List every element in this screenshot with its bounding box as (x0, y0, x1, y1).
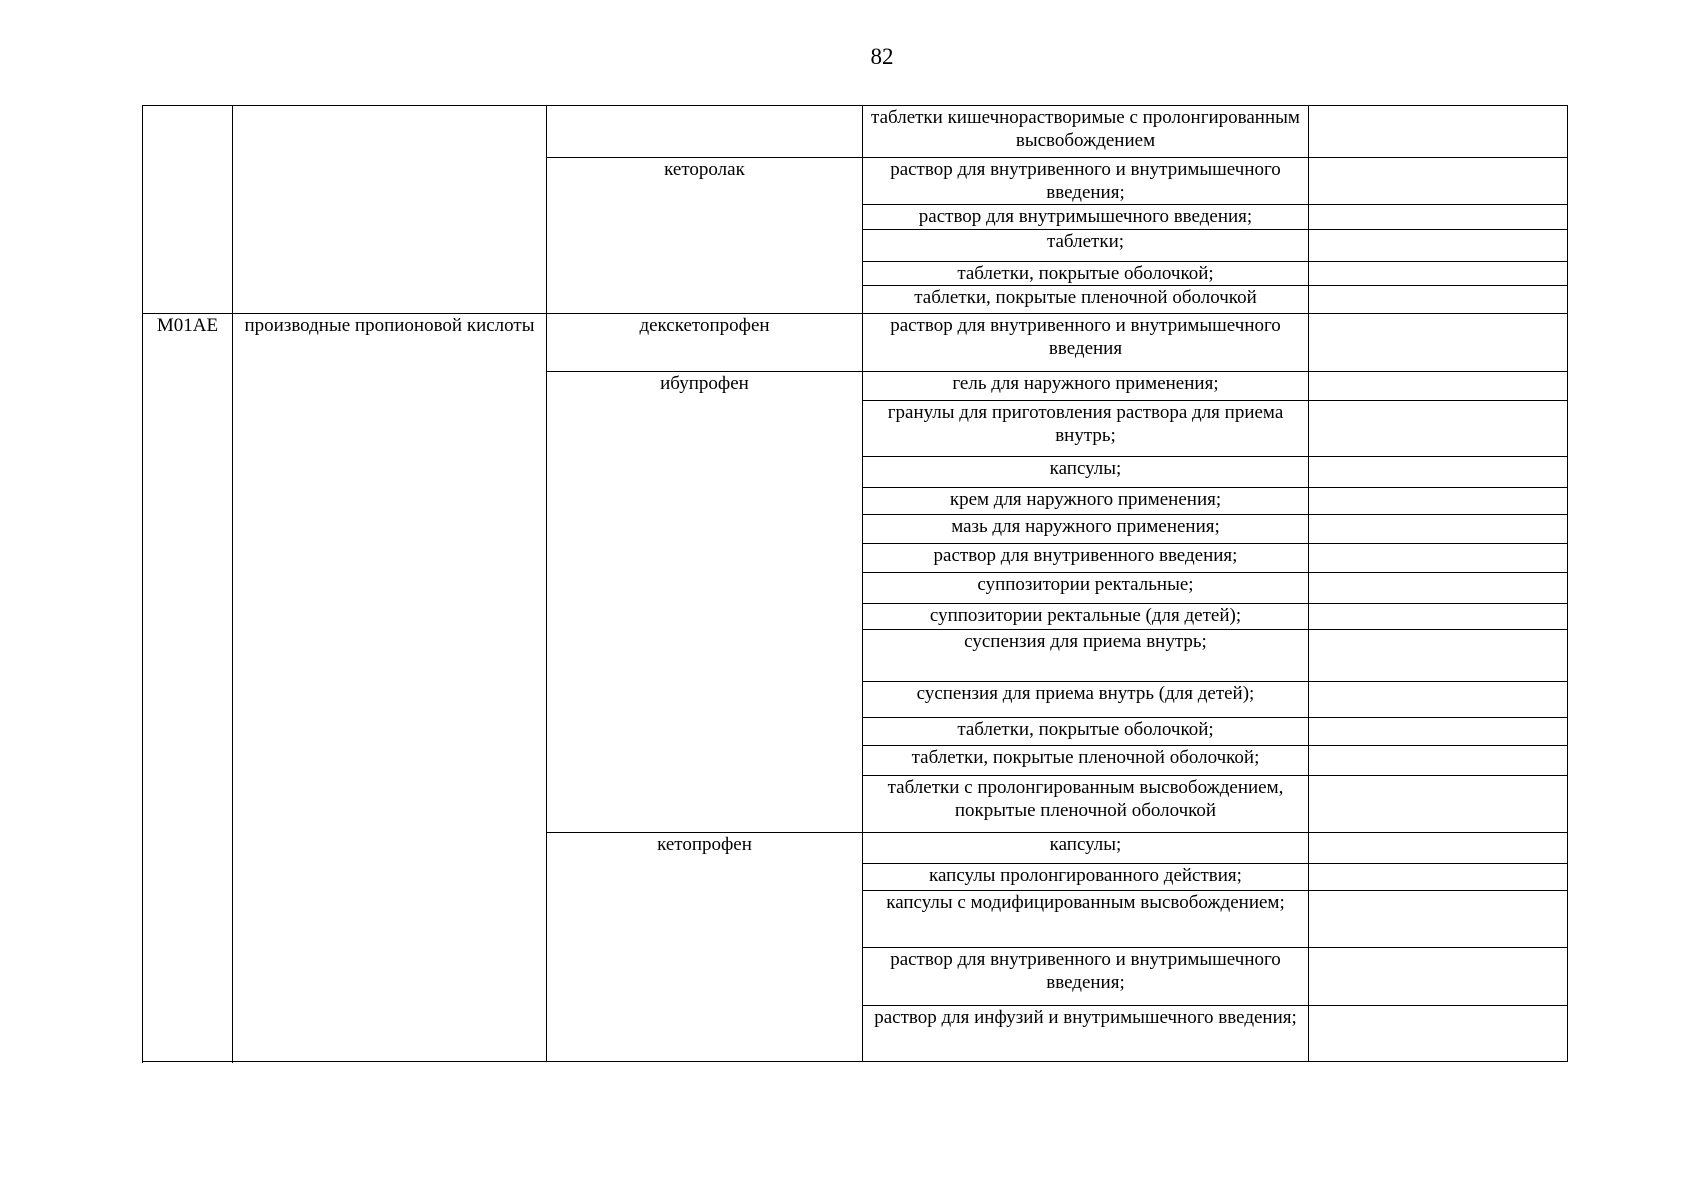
dosage-form-cell: таблетки; (863, 230, 1309, 262)
empty-cell (1309, 604, 1568, 630)
empty-cell (1309, 682, 1568, 718)
empty-cell (1309, 205, 1568, 230)
dosage-form-cell: таблетки с пролонгированным высвобождением, покрытые пленочной оболочкой (863, 776, 1309, 833)
dosage-form-cell: суппозитории ректальные (для детей); (863, 604, 1309, 630)
drug-name-cell: декскетопрофен (547, 314, 863, 372)
dosage-form-cell: капсулы; (863, 457, 1309, 488)
dosage-form-cell: гранулы для приготовления раствора для приема внутрь; (863, 401, 1309, 457)
dosage-form-cell: раствор для внутривенного введения; (863, 544, 1309, 573)
dosage-form-cell: таблетки кишечнорастворимые с пролонгированным высвобождением (863, 106, 1309, 158)
empty-cell (1309, 314, 1568, 372)
empty-cell (1309, 891, 1568, 948)
dosage-form-cell: таблетки, покрытые оболочкой; (863, 262, 1309, 286)
page-number: 82 (870, 44, 894, 69)
dosage-form-cell: таблетки, покрытые пленочной оболочкой (863, 286, 1309, 314)
drug-name-cell: кеторолак (547, 158, 863, 314)
empty-cell (1309, 630, 1568, 682)
empty-cell (1309, 230, 1568, 262)
empty-cell (1309, 746, 1568, 776)
atc-code-cell (143, 106, 233, 314)
empty-cell (1309, 544, 1568, 573)
drug-name-cell: ибупрофен (547, 372, 863, 833)
group-name-cell (233, 106, 547, 314)
empty-cell (1309, 286, 1568, 314)
empty-cell (1309, 718, 1568, 746)
empty-cell (1309, 776, 1568, 833)
empty-cell (1309, 515, 1568, 544)
dosage-form-cell: таблетки, покрытые оболочкой; (863, 718, 1309, 746)
dosage-form-cell: гель для наружного применения; (863, 372, 1309, 401)
dosage-form-cell: суппозитории ректальные; (863, 573, 1309, 604)
empty-cell (1309, 488, 1568, 515)
dosage-form-cell: суспензия для приема внутрь; (863, 630, 1309, 682)
empty-cell (1309, 1006, 1568, 1062)
atc-code-cell: M01AE (143, 314, 233, 1062)
empty-cell (1309, 948, 1568, 1006)
empty-cell (1309, 158, 1568, 205)
dosage-form-cell: крем для наружного применения; (863, 488, 1309, 515)
empty-cell (1309, 372, 1568, 401)
dosage-form-cell: раствор для внутривенного и внутримышечного введения; (863, 948, 1309, 1006)
dosage-form-cell: раствор для внутривенного и внутримышечного введения; (863, 158, 1309, 205)
drug-table (142, 105, 1568, 1062)
dosage-form-cell: капсулы пролонгированного действия; (863, 864, 1309, 891)
dosage-form-cell: раствор для внутримышечного введения; (863, 205, 1309, 230)
drug-name-cell (547, 106, 863, 158)
empty-cell (1309, 864, 1568, 891)
empty-cell (1309, 833, 1568, 864)
empty-cell (1309, 106, 1568, 158)
dosage-form-cell: таблетки, покрытые пленочной оболочкой; (863, 746, 1309, 776)
empty-cell (1309, 573, 1568, 604)
dosage-form-cell: суспензия для приема внутрь (для детей); (863, 682, 1309, 718)
group-name-cell: производные пропионовой кислоты (233, 314, 547, 1062)
drug-name-cell: кетопрофен (547, 833, 863, 1062)
empty-cell (1309, 262, 1568, 286)
dosage-form-cell: раствор для инфузий и внутримышечного введения; (863, 1006, 1309, 1062)
dosage-form-cell: капсулы; (863, 833, 1309, 864)
empty-cell (1309, 457, 1568, 488)
dosage-form-cell: капсулы с модифицированным высвобождением; (863, 891, 1309, 948)
dosage-form-cell: раствор для внутривенного и внутримышечного введения (863, 314, 1309, 372)
dosage-form-cell: мазь для наружного применения; (863, 515, 1309, 544)
empty-cell (1309, 401, 1568, 457)
